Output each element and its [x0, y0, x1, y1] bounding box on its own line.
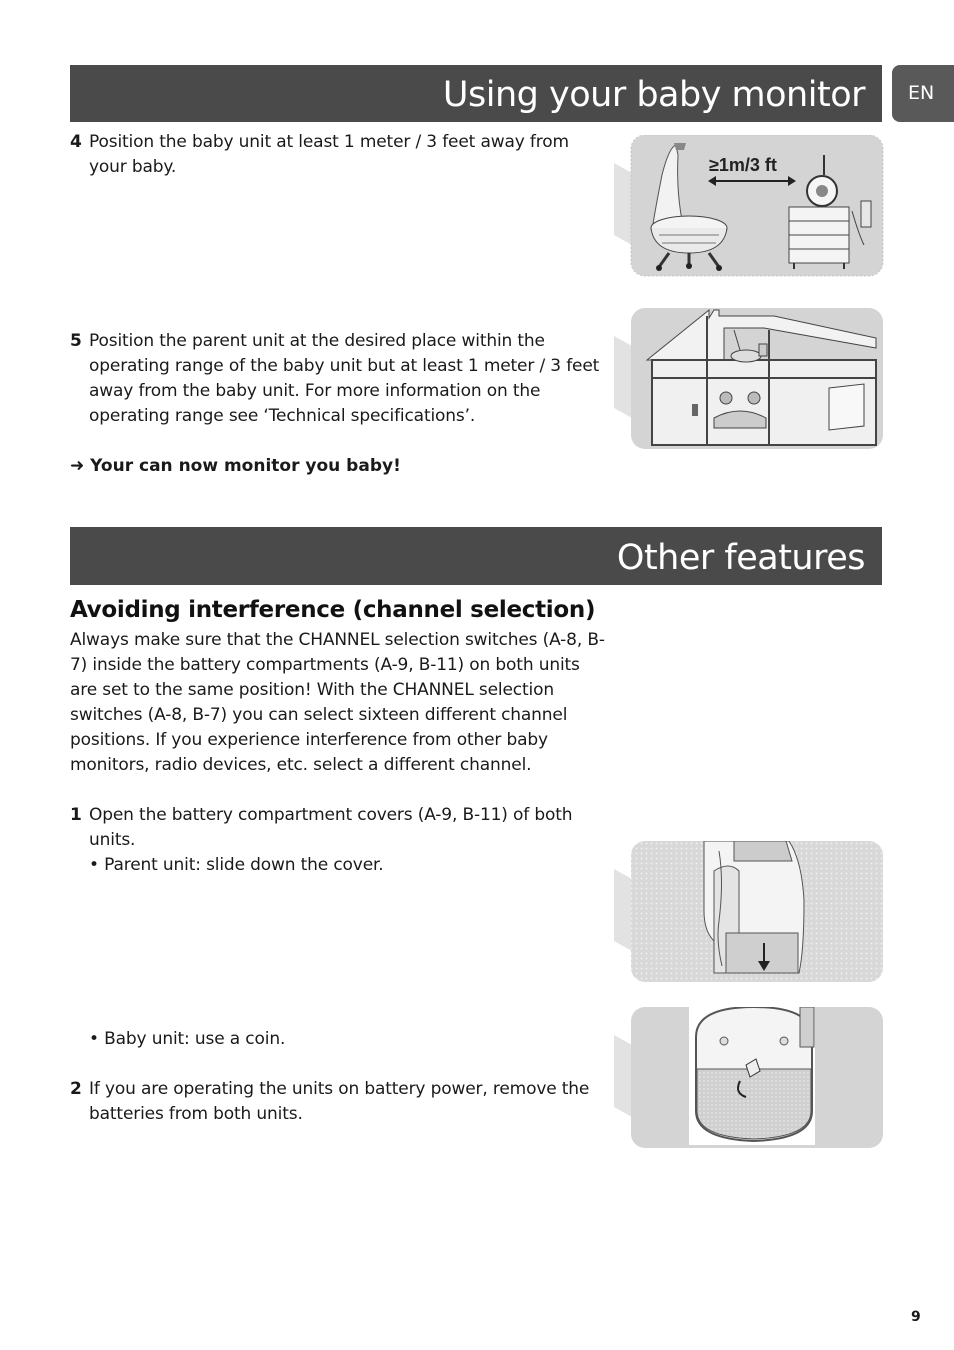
distance-label: ≥1m/3 ft [709, 155, 777, 175]
bullet-parent-unit: • Parent unit: slide down the cover. [89, 855, 384, 875]
page-number: 9 [911, 1309, 921, 1325]
step-text: Position the baby unit at least 1 meter / 3 feet away from your baby. [89, 132, 569, 177]
step-2 [70, 1077, 610, 1127]
channel-selection-paragraph: Always make sure that the CHANNEL selection switches (A-8, B-7) inside the battery compartments (A-9, B-11) on both units are set to the same position! With the CHANNEL selection switches (A-8, B-7) you can select sixteen different channel positions. If you experience interference from other baby monitors, radio devices, etc. select a different channel. [70, 630, 605, 775]
step-number: 1 [70, 805, 82, 825]
language-code: EN [908, 82, 935, 104]
section-title: Other features [616, 538, 865, 578]
step-text: If you are operating the units on battery power, remove the batteries from both units. [89, 1079, 590, 1124]
step-text: Position the parent unit at the desired place within the operating range of the baby unit but at least 1 meter / 3 feet away from the baby unit. For more information on the operating range see ‘Technical specifications’. [89, 331, 600, 426]
crib-distance-illustration [614, 135, 884, 277]
result-text: ➜ Your can now monitor you baby! [70, 456, 401, 476]
section-title-banner [70, 65, 882, 122]
language-tab [892, 65, 954, 122]
step-number: 5 [70, 331, 82, 351]
subsection-heading: Avoiding interference (channel selection) [70, 597, 596, 623]
step-4 [70, 130, 610, 180]
baby-unit-coin-illustration [614, 1007, 884, 1149]
step-5 [70, 329, 610, 429]
bullet-baby-unit: • Baby unit: use a coin. [89, 1029, 286, 1049]
section-title-banner [70, 527, 882, 585]
section-title: Using your baby monitor [442, 75, 865, 115]
step-1 [70, 803, 610, 853]
step-text: Open the battery compartment covers (A-9, B-11) of both units. [89, 805, 573, 850]
parent-unit-cover-illustration [614, 841, 884, 983]
step-number: 2 [70, 1079, 82, 1099]
step-number: 4 [70, 132, 82, 152]
house-illustration [614, 308, 884, 450]
